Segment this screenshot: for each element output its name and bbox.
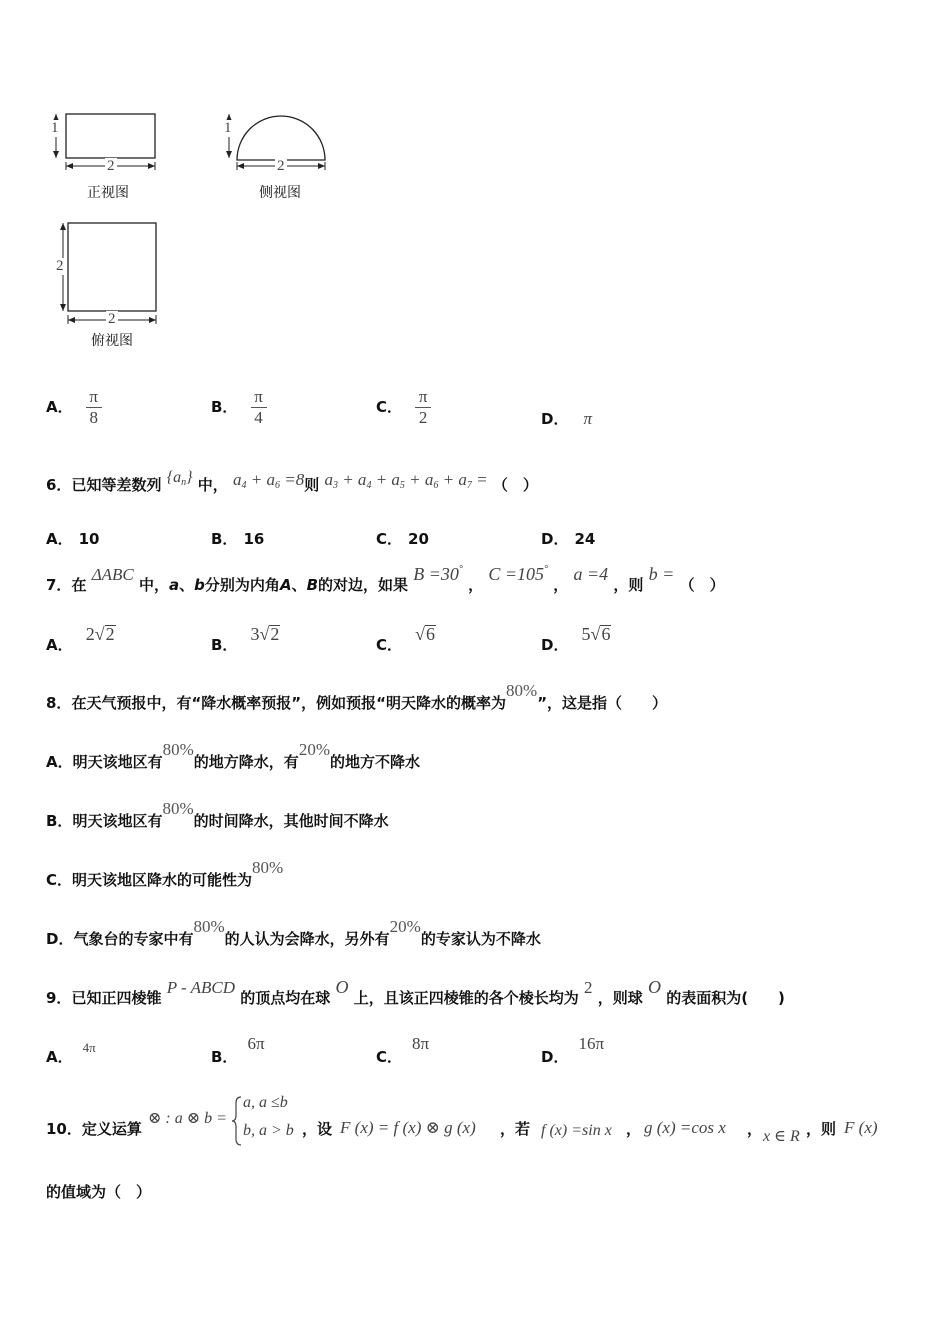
front-view-rect — [66, 114, 155, 158]
q6-option-c: C． 20 — [376, 530, 429, 548]
big-f-definition: F (x) = f (x) ⊗ g (x) — [340, 1118, 476, 1137]
front-view-caption: 正视图 — [87, 185, 129, 201]
otimes-definition: ⊗ : a ⊗ b = — [148, 1110, 227, 1127]
sphere-o: O — [647, 977, 661, 997]
q6-condition: $a_4 + a_6 =8$ — [232, 470, 305, 491]
q8-option-c: C．明天该地区降水的可能性为80% — [46, 858, 284, 889]
q5-option-a: A． $\frac{\pi}{8}$ — [46, 388, 102, 427]
triangle-abc: ΔABC — [91, 565, 134, 584]
front-height-label: 1 — [51, 120, 59, 136]
angle-b-condition: B =30° — [413, 564, 463, 584]
edge-length: 2 — [583, 978, 593, 997]
q9-option-b: B．6π — [211, 1034, 265, 1066]
q9-option-d: D．16π — [541, 1034, 605, 1066]
q9-option-c: C．8π — [376, 1034, 430, 1066]
q8-option-d: D．气象台的专家中有80%的人认为会降水，另外有20%的专家认为不降水 — [46, 917, 541, 948]
question-10: 10．定义运算 — [46, 1120, 142, 1138]
q7-option-d: D． 5√6 — [541, 624, 611, 654]
three-view-figures — [40, 100, 340, 360]
fraction: $\frac{\pi}{8}$ — [86, 388, 102, 427]
q9-option-a: A．4π — [46, 1040, 96, 1066]
question-8: 8．在天气预报中，有“降水概率预报”，例如预报“明天降水的概率为80%”，这是指（ ） — [46, 681, 668, 712]
q5-option-c: C． $\frac{\pi}{2}$ — [376, 388, 431, 427]
q6-option-d: D． 24 — [541, 530, 596, 548]
top-view-caption: 俯视图 — [91, 333, 133, 349]
top-view-square — [68, 223, 156, 311]
fraction: $\frac{\pi}{2}$ — [415, 388, 431, 427]
piecewise-case-1: a, a ≤b — [243, 1094, 288, 1111]
piecewise-brace — [231, 1095, 243, 1147]
side-view-semicircle — [237, 116, 325, 160]
fraction: $\frac{\pi}{4}$ — [251, 388, 267, 427]
q5-option-b: B． $\frac{\pi}{4}$ — [211, 388, 267, 427]
q8-option-a: A．明天该地区有80%的地方降水，有20%的地方不降水 — [46, 740, 420, 771]
angle-c-condition: C =105° — [488, 564, 549, 584]
q7-option-c: C． √6 — [376, 624, 435, 654]
top-width-label: 2 — [108, 311, 116, 327]
x-in-reals: x ∈ R — [763, 1128, 800, 1145]
question-10-cont: 的值域为（ ） — [46, 1183, 152, 1201]
f-is-sin: f (x) =sin x — [541, 1122, 612, 1139]
sphere-o: O — [335, 977, 349, 997]
side-view-caption: 侧视图 — [259, 185, 301, 201]
question-6: 6．已知等差数列 $\{a_n\}$ 中， $a_4 + a_6 =8$则 $a_3 + a_4 + a_5 + a_6 + a_7$ = （ ） — [46, 469, 538, 494]
q8-option-b: B．明天该地区有80%的时间降水，其他时间不降水 — [46, 799, 389, 830]
side-height-label: 1 — [224, 120, 232, 136]
front-width-label: 2 — [107, 158, 115, 174]
side-width-label: 2 — [277, 158, 285, 174]
question-7: 7．在 ΔABC 中，a、b分别为内角A、B的对边，如果 B =30° ， C =105° ， a =4 ，则 b = （ ） — [46, 564, 725, 594]
big-f-ref: F (x) — [844, 1118, 878, 1137]
q5-option-d: D． π — [541, 409, 593, 428]
b-equals: b = — [648, 564, 675, 584]
g-is-cos: g (x) =cos x — [644, 1118, 726, 1137]
q6-option-b: B． 16 — [211, 530, 265, 548]
q7-option-b: B． 3√2 — [211, 624, 280, 654]
pyramid-p-abcd: P - ABCD — [166, 978, 236, 997]
top-height-label: 2 — [56, 258, 64, 274]
piecewise-case-2: b, a > b — [243, 1122, 294, 1139]
sequence-an: $\{a_n\}$ — [166, 469, 193, 488]
side-a-condition: a =4 — [573, 564, 609, 584]
q6-option-a: A． 10 — [46, 530, 100, 548]
q7-option-a: A． 2√2 — [46, 624, 115, 654]
q6-expression: $a_3 + a_4 + a_5 + a_6 + a_7$ = — [324, 470, 488, 491]
question-9: 9．已知正四棱锥 P - ABCD 的顶点均在球 O 上，且该正四棱锥的各个棱长均为 2 ，则球 O 的表面积为( ) — [46, 977, 785, 1007]
